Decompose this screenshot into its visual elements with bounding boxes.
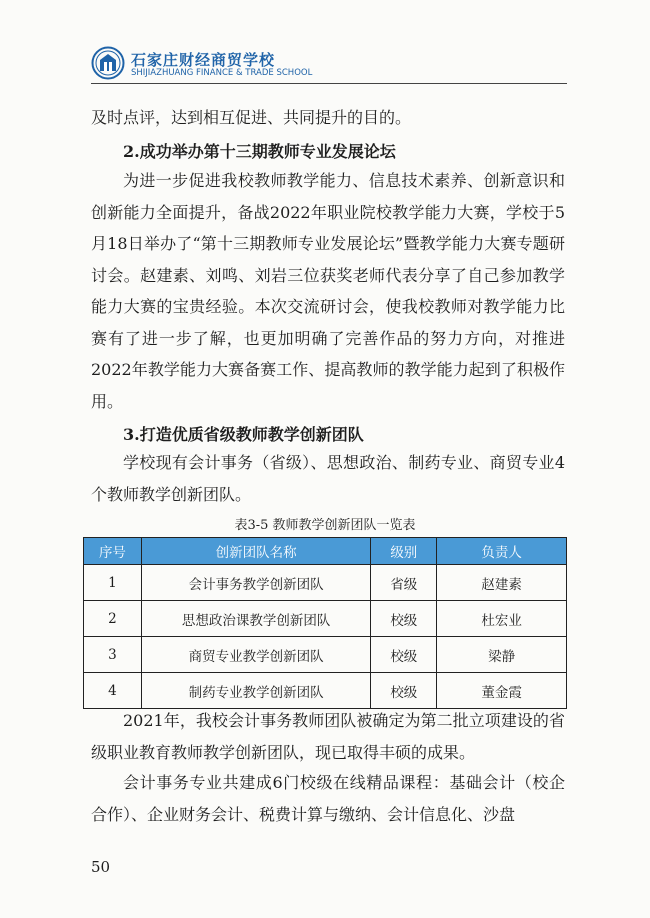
paragraph-0: 及时点评，达到相互促进、共同提升的目的。	[91, 108, 412, 127]
cell-level: 校级	[371, 601, 437, 637]
cell-team-name: 制药专业教学创新团队	[141, 673, 370, 709]
table-row	[84, 601, 567, 637]
paragraph-2: 学校现有会计事务（省级）、思想政治、制药专业、商贸专业4个教师教学创新团队。	[91, 453, 565, 504]
cell-level: 校级	[371, 637, 437, 673]
paragraph-3: 2021年，我校会计事务教师团队被确定为第二批立项建设的省级职业教育教师教学创新团队，现已取得丰硕的成果。	[91, 711, 565, 762]
school-name-cn: 石家庄财经商贸学校	[131, 51, 276, 69]
cell-index: 1	[84, 565, 142, 601]
table-caption: 表3-5 教师教学创新团队一览表	[234, 518, 416, 533]
cell-level: 校级	[371, 673, 437, 709]
cell-leader: 杜宏业	[437, 601, 567, 637]
page-number: 50	[91, 858, 111, 876]
column-header-team-name: 创新团队名称	[141, 538, 370, 565]
table-row	[84, 673, 567, 709]
cell-index: 4	[84, 673, 142, 709]
cell-team-name: 会计事务教学创新团队	[141, 565, 370, 601]
cell-team-name: 思想政治课教学创新团队	[141, 601, 370, 637]
section-heading-2: 2.成功举办第十三期教师专业发展论坛	[123, 142, 396, 161]
school-name-en: SHIJIAZHUANG FINANCE & TRADE SCHOOL	[131, 68, 313, 78]
table-row	[84, 565, 567, 601]
paragraph-4: 会计事务专业共建成6门校级在线精品课程：基础会计（校企合作）、企业财务会计、税费计算与缴纳、会计信息化、沙盘	[91, 773, 565, 824]
table-header-row	[84, 538, 567, 565]
cell-leader: 赵建素	[437, 565, 567, 601]
cell-leader: 梁静	[437, 637, 567, 673]
header-divider	[91, 83, 567, 84]
cell-level: 省级	[371, 565, 437, 601]
cell-index: 2	[84, 601, 142, 637]
column-header-leader: 负责人	[437, 538, 567, 565]
column-header-level: 级别	[371, 538, 437, 565]
school-logo-icon	[91, 46, 125, 80]
cell-team-name: 商贸专业教学创新团队	[141, 637, 370, 673]
column-header-index: 序号	[84, 538, 142, 565]
table-row	[84, 637, 567, 673]
cell-leader: 董金霞	[437, 673, 567, 709]
innovation-teams-table	[83, 537, 567, 709]
cell-index: 3	[84, 637, 142, 673]
page-header	[91, 46, 571, 84]
paragraph-1: 为进一步促进我校教师教学能力、信息技术素养、创新意识和创新能力全面提升，备战2022年职业院校教学能力大赛，学校于5月18日举办了“第十三期教师专业发展论坛”暨教学能力大赛专题研讨会。赵建素、刘鸣、刘岩三位获奖老师代表分享了自己参加教学能力大赛的宝贵经验。本次交流研讨会，使我校教师对教学能力比赛有了进一步了解，也更加明确了完善作品的努力方向，对推进2022年教学能力大赛备赛工作、提高教师的教学能力起到了积极作用。	[91, 171, 565, 411]
section-heading-3: 3.打造优质省级教师教学创新团队	[123, 425, 364, 444]
